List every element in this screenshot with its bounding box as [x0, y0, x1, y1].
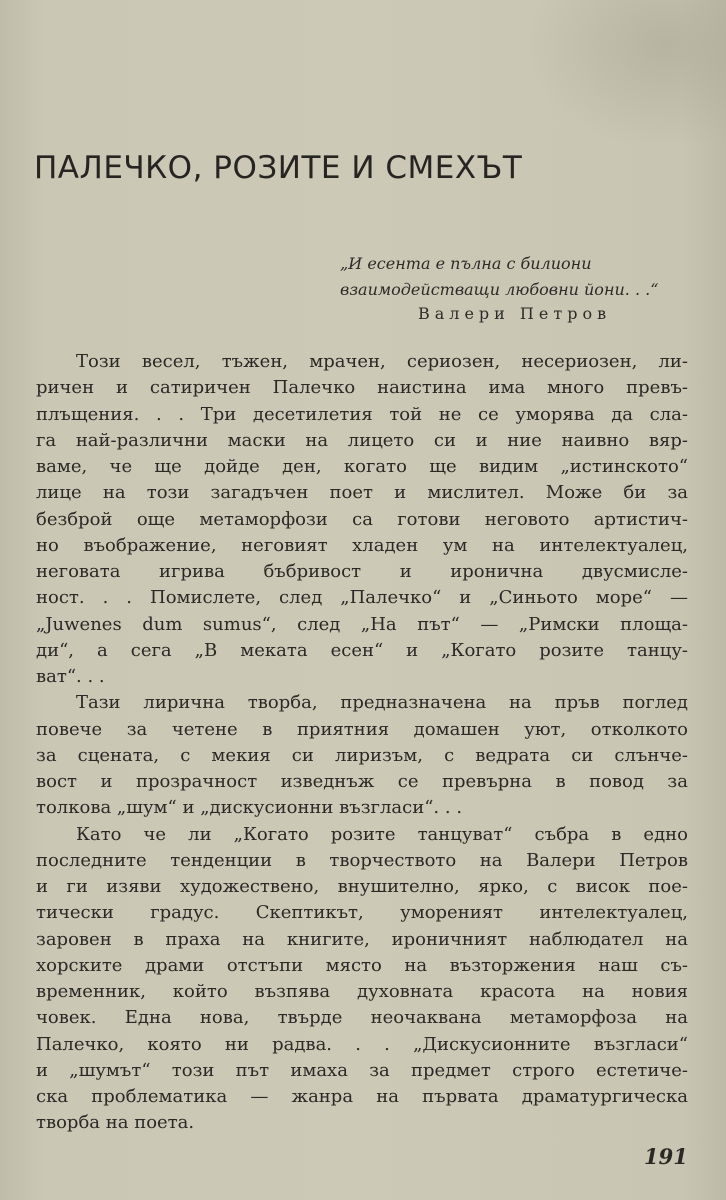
text-line: и ги изяви художествено, внушително, ярко, с висок пое-	[36, 876, 688, 897]
text-line: вост и прозрачност изведнъж се превърна в повод за	[36, 771, 688, 792]
text-line: лице на този загадъчен поет и мислител. Може би за	[36, 482, 688, 504]
epigraph-author: Валери Петров	[418, 304, 612, 323]
epigraph-line: взаимодействащи любовни йони. . .“	[340, 280, 659, 299]
page-number: 191	[644, 1144, 688, 1169]
text-line: ват“. . .	[36, 666, 105, 687]
text-line: тически градус. Скептикът, умореният интелектуалец,	[36, 902, 688, 924]
text-line: повече за четене в приятния домашен уют, отколкото	[36, 718, 688, 740]
text-line: но въображение, неговият хладен ум на интелектуалец,	[36, 534, 688, 556]
epigraph-line: „И есента е пълна с билиони	[340, 254, 592, 273]
text-line: ност. . . Помислете, след „Палечко“ и „Синьото море“ —	[36, 587, 688, 609]
text-line: ска проблематика — жанра на първата драматургическа	[36, 1086, 688, 1107]
text-line: безброй още метаморфози са готови неговото артистич-	[36, 508, 688, 530]
text-line: хорските драми отстъпи място на възторжения наш съ-	[36, 954, 688, 976]
text-line: временник, който възпява духовната красота на новия	[36, 981, 688, 1002]
text-line: ричен и сатиричен Палечко наистина има много превъ-	[36, 377, 688, 399]
text-line: Тази лирична творба, предназначена на пръв поглед	[76, 692, 688, 714]
text-line: Палечко, която ни радва. . . „Дискусионните възгласи“	[36, 1033, 688, 1055]
text-line: Този весел, тъжен, мрачен, сериозен, несериозен, ли-	[76, 351, 688, 372]
text-line: Като че ли „Когато розите танцуват“ събра в едно	[76, 823, 688, 845]
text-line: толкова „шум“ и „дискусионни възгласи“. . .	[36, 797, 463, 819]
text-line: га най-различни маски на лицето си и ние наивно вяр-	[36, 429, 688, 451]
epigraph	[340, 251, 680, 303]
text-line: човек. Една нова, твърде неочаквана метаморфоза на	[36, 1007, 688, 1029]
text-line: последните тенденции в творчеството на Валери Петров	[36, 849, 688, 871]
text-line: „Juwenes dum sumus“, след „На път“ — „Римски площа-	[36, 613, 688, 635]
text-line: творба на поета.	[36, 1112, 195, 1134]
text-line: плъщения. . . Три десетилетия той не се уморява да сла-	[36, 403, 688, 425]
show-through-shadow	[526, 0, 726, 150]
text-line: и „шумът“ този път имаха за предмет строго естетиче-	[36, 1059, 688, 1081]
text-line: ди“, а сега „В меката есен“ и „Когато розите танцу-	[36, 639, 688, 661]
body-text	[36, 349, 688, 1137]
text-line: ваме, че ще дойде ден, когато ще видим „истинското“	[36, 456, 688, 477]
chapter-title: ПАЛЕЧКО, РОЗИТЕ И СМЕХЪТ	[34, 150, 523, 186]
text-line: за сцената, с мекия си лиризъм, с ведрата си слънче-	[36, 744, 688, 766]
text-line: заровен в праха на книгите, ироничният наблюдател на	[36, 928, 688, 950]
text-line: неговата игрива бъбривост и иронична двусмисле-	[36, 561, 688, 582]
